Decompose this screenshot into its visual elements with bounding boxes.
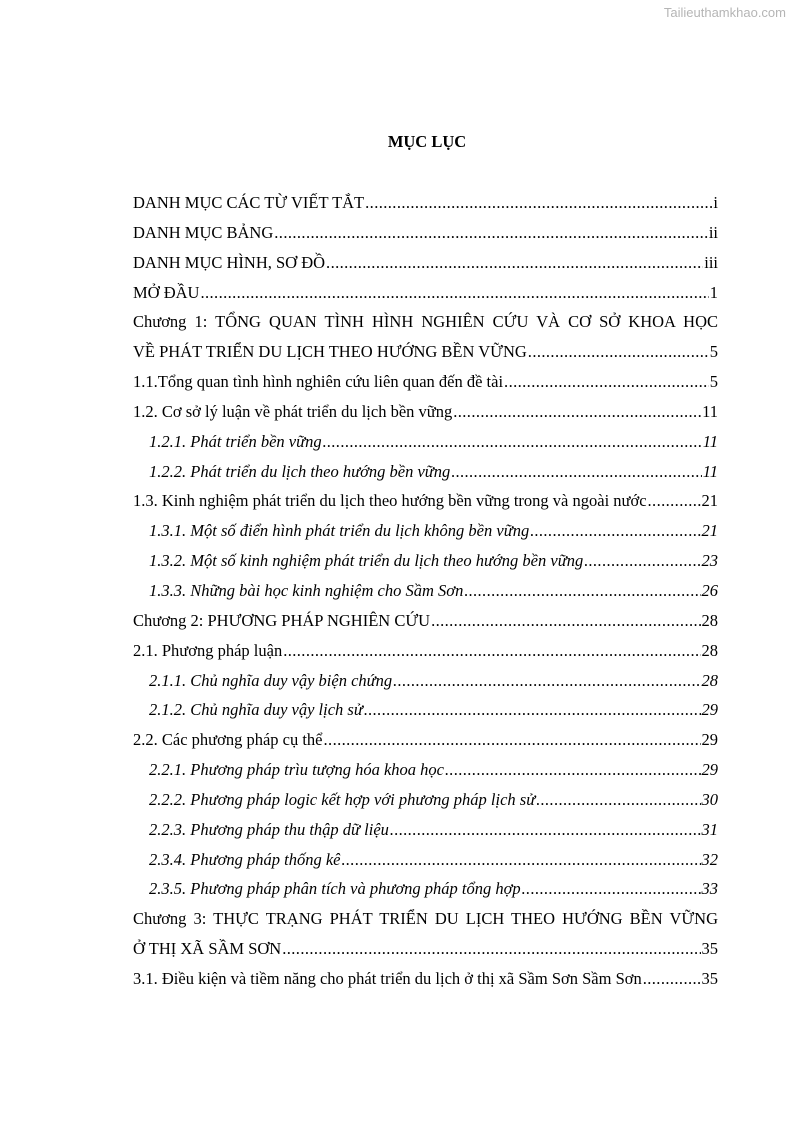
toc-entry-title-line1: Chương 1: TỔNG QUAN TÌNH HÌNH NGHIÊN CỨU VÀ CƠ SỞ KHOA HỌC bbox=[133, 312, 718, 332]
toc-subentry[interactable] bbox=[133, 550, 718, 580]
dot-leader bbox=[324, 729, 701, 751]
toc-entry-title: DANH MỤC CÁC TỪ VIẾT TẮT bbox=[133, 193, 365, 212]
toc-entry-title: 2.3.5. Phương pháp phân tích và phương pháp tổng hợp bbox=[149, 879, 521, 899]
page-title: MỤC LỤC bbox=[387, 132, 467, 151]
toc-entry-title: 1.3.1. Một số điển hình phát triển du lịch không bền vững bbox=[149, 521, 530, 541]
toc-chapter-heading-line[interactable] bbox=[133, 908, 718, 938]
dot-leader bbox=[643, 968, 701, 990]
dot-leader bbox=[522, 878, 701, 900]
toc-entry-title: 1.2. Cơ sở lý luận về phát triển du lịch bền vững bbox=[133, 401, 453, 421]
toc-subentry[interactable] bbox=[133, 670, 718, 700]
dot-leader bbox=[528, 341, 709, 363]
toc-page-number: 21 bbox=[701, 491, 718, 511]
toc-entry[interactable] bbox=[133, 640, 718, 670]
dot-leader bbox=[648, 490, 701, 512]
dot-leader bbox=[464, 580, 700, 602]
toc-page-number: 5 bbox=[709, 342, 718, 362]
toc-page-number: iii bbox=[704, 252, 718, 272]
dot-leader bbox=[451, 461, 701, 483]
toc-subentry[interactable] bbox=[133, 819, 718, 849]
table-of-contents bbox=[133, 192, 718, 998]
toc-page-number: 11 bbox=[702, 401, 718, 421]
toc-entry-title: DANH MỤC BẢNG bbox=[133, 222, 274, 242]
toc-page-number: 30 bbox=[701, 789, 718, 809]
dot-leader bbox=[323, 431, 702, 453]
toc-entry[interactable] bbox=[133, 341, 718, 371]
toc-entry[interactable] bbox=[133, 222, 718, 252]
toc-page-number: 1 bbox=[709, 282, 718, 302]
dot-leader bbox=[326, 252, 703, 274]
toc-entry-title: 1.2.1. Phát triển bền vững bbox=[149, 431, 322, 451]
dot-leader bbox=[200, 282, 708, 304]
toc-page-number: 11 bbox=[702, 461, 718, 481]
toc-entry[interactable] bbox=[133, 729, 718, 759]
toc-entry[interactable] bbox=[133, 401, 718, 431]
toc-entry-title: 2.3.4. Phương pháp thống kê bbox=[149, 849, 341, 869]
toc-entry-title: 3.1. Điều kiện và tiềm năng cho phát triển du lịch ở thị xã Sầm Sơn Sầm Sơn bbox=[133, 968, 642, 988]
toc-entry-title: Chương 2: PHƯƠNG PHÁP NGHIÊN CỨU bbox=[133, 610, 431, 630]
toc-subentry[interactable] bbox=[133, 580, 718, 610]
toc-entry-title: 1.3.3. Những bài học kinh nghiệm cho Sầm Sơn bbox=[149, 580, 464, 600]
toc-entry-title: 1.2.2. Phát triển du lịch theo hướng bền vững bbox=[149, 461, 451, 481]
dot-leader bbox=[530, 520, 700, 542]
toc-page-number: 31 bbox=[701, 819, 718, 839]
toc-page-number: 29 bbox=[701, 760, 718, 780]
toc-entry-title: 1.3. Kinh nghiệm phát triển du lịch theo hướng bền vững trong và ngoài nước bbox=[133, 491, 647, 511]
toc-subentry[interactable] bbox=[133, 759, 718, 789]
toc-subentry[interactable] bbox=[133, 461, 718, 491]
toc-entry-title: 2.1.2. Chủ nghĩa duy vậy lịch sử bbox=[149, 700, 363, 720]
toc-entry[interactable] bbox=[133, 610, 718, 640]
toc-entry-title: 2.1.1. Chủ nghĩa duy vậy biện chứng bbox=[149, 670, 393, 690]
toc-entry[interactable] bbox=[133, 968, 718, 998]
toc-page-number: 35 bbox=[701, 968, 718, 988]
watermark: Tailieuthamkhao.com bbox=[663, 5, 786, 20]
toc-subentry[interactable] bbox=[133, 789, 718, 819]
toc-page-number: 28 bbox=[701, 610, 718, 630]
toc-page-number: ii bbox=[708, 222, 718, 242]
toc-entry[interactable] bbox=[133, 490, 718, 520]
toc-entry[interactable] bbox=[133, 282, 718, 312]
toc-subentry[interactable] bbox=[133, 431, 718, 461]
toc-entry-title: 2.2.1. Phương pháp trìu tượng hóa khoa học bbox=[149, 760, 445, 780]
dot-leader bbox=[584, 550, 700, 572]
toc-subentry[interactable] bbox=[133, 699, 718, 729]
toc-page-number: 21 bbox=[701, 521, 718, 541]
toc-page-number: 23 bbox=[701, 551, 718, 571]
toc-entry-title: 1.3.2. Một số kinh nghiệm phát triển du lịch theo hướng bền vững bbox=[149, 551, 584, 571]
toc-page-number: 29 bbox=[701, 730, 718, 750]
toc-page-number: 5 bbox=[709, 372, 718, 392]
toc-page-number: i bbox=[713, 193, 718, 212]
toc-page-number: 32 bbox=[701, 849, 718, 869]
toc-subentry[interactable] bbox=[133, 520, 718, 550]
toc-page-number: 11 bbox=[702, 431, 718, 451]
dot-leader bbox=[536, 789, 700, 811]
toc-page-number: 33 bbox=[701, 879, 718, 899]
dot-leader bbox=[364, 699, 701, 721]
toc-entry[interactable] bbox=[133, 371, 718, 401]
toc-page-number: 29 bbox=[701, 700, 718, 720]
toc-entry[interactable] bbox=[133, 252, 718, 282]
toc-entry-title: 1.1.Tổng quan tình hình nghiên cứu liên quan đến đề tài bbox=[133, 372, 504, 392]
toc-entry-title: Ở THỊ XÃ SẦM SƠN bbox=[133, 939, 282, 959]
toc-page-number: 28 bbox=[701, 670, 718, 690]
dot-leader bbox=[390, 819, 701, 841]
toc-entry-title: DANH MỤC HÌNH, SƠ ĐỒ bbox=[133, 252, 326, 272]
dot-leader bbox=[504, 371, 709, 393]
toc-entry[interactable] bbox=[133, 192, 718, 222]
toc-chapter-heading-line[interactable] bbox=[133, 311, 718, 341]
toc-subentry[interactable] bbox=[133, 878, 718, 908]
toc-entry-title: VỀ PHÁT TRIỂN DU LỊCH THEO HƯỚNG BỀN VỮNG bbox=[133, 342, 527, 362]
dot-leader bbox=[283, 640, 700, 662]
toc-entry-title: 2.2.3. Phương pháp thu thập dữ liệu bbox=[149, 819, 389, 839]
toc-entry-title-line1: Chương 3: THỰC TRẠNG PHÁT TRIỂN DU LỊCH THEO HƯỚNG BỀN VỮNG bbox=[133, 909, 718, 929]
dot-leader bbox=[365, 192, 712, 214]
dot-leader bbox=[282, 938, 700, 960]
toc-entry-title: 2.2. Các phương pháp cụ thể bbox=[133, 730, 323, 750]
toc-entry-title: MỞ ĐẦU bbox=[133, 282, 200, 302]
dot-leader bbox=[453, 401, 701, 423]
toc-page-number: 35 bbox=[701, 939, 718, 959]
dot-leader bbox=[431, 610, 700, 632]
dot-leader bbox=[274, 222, 708, 244]
toc-entry-title: 2.1. Phương pháp luận bbox=[133, 640, 283, 660]
dot-leader bbox=[445, 759, 700, 781]
toc-page-number: 28 bbox=[701, 640, 718, 660]
toc-page-number: 26 bbox=[701, 580, 718, 600]
toc-entry-title: 2.2.2. Phương pháp logic kết hợp với phương pháp lịch sử bbox=[149, 789, 536, 809]
toc-subentry[interactable] bbox=[133, 849, 718, 879]
dot-leader bbox=[393, 670, 700, 692]
dot-leader bbox=[342, 849, 701, 871]
toc-entry[interactable] bbox=[133, 938, 718, 968]
